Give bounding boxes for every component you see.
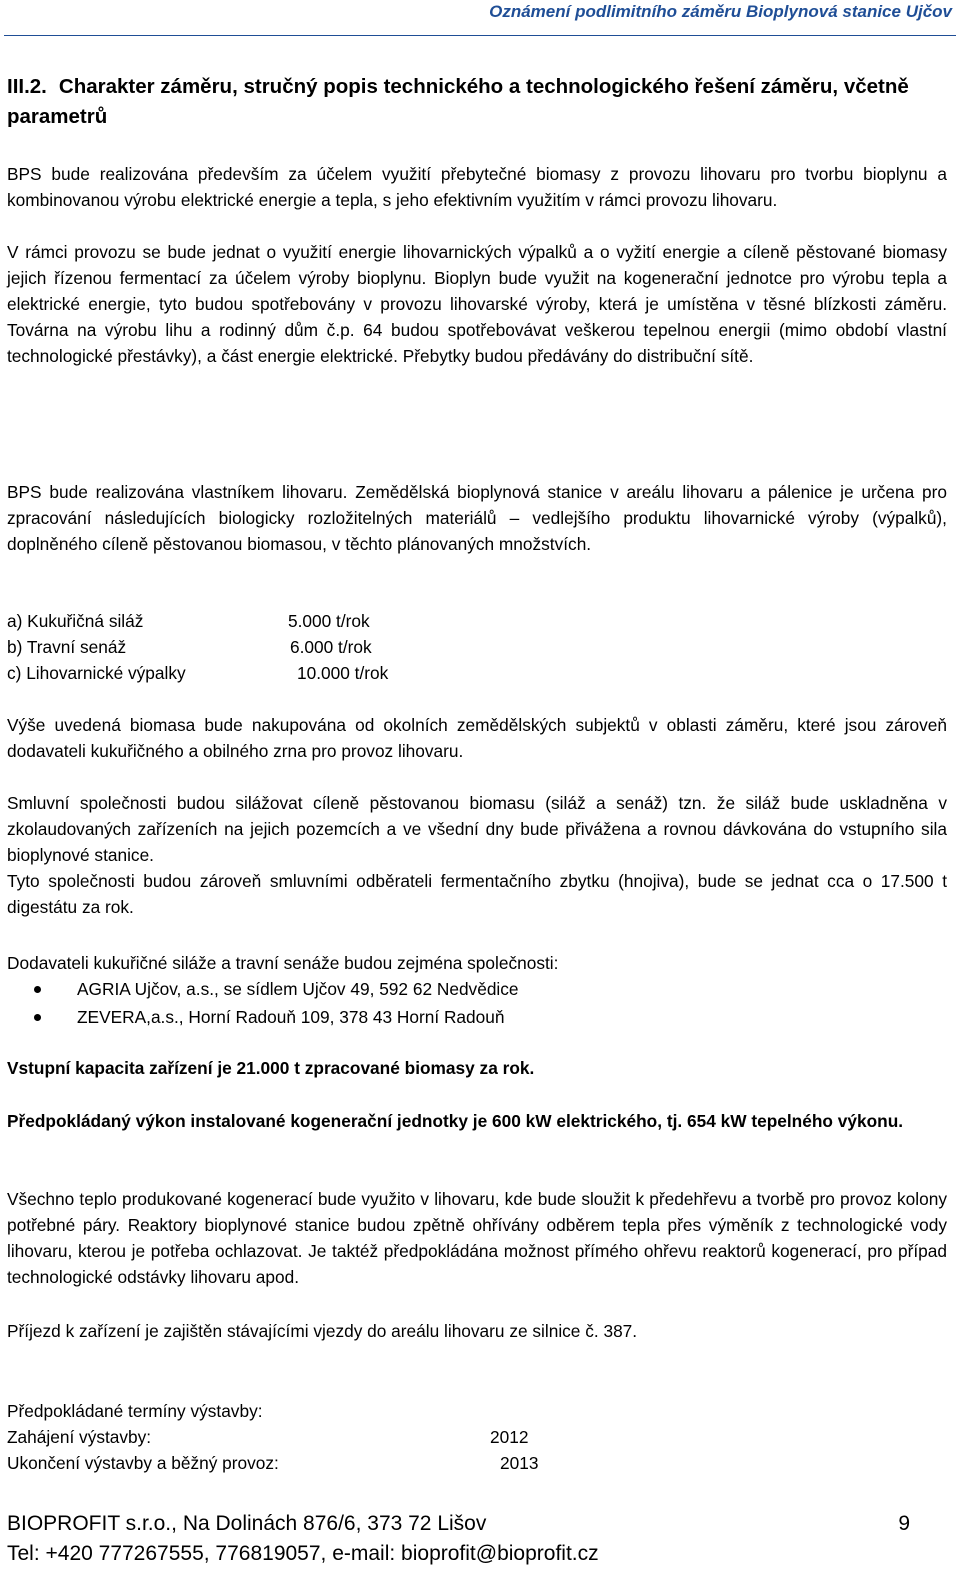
schedule-row xyxy=(7,1450,947,1476)
paragraph-power-output: Předpokládaný výkon instalované kogenerační jednotky je 600 kW elektrického, tj. 654 kW tepelného výkonu. xyxy=(7,1111,904,1131)
material-label: a) Kukuřičná siláž xyxy=(7,611,144,631)
schedule-row xyxy=(7,1424,947,1450)
paragraph-heat-use: Všechno teplo produkované kogenerací bude využito v lihovaru, kde bude sloužit k předehřevu a tvorbě pro provoz kolony potřebné páry. Reaktory bioplynové stanice budou zpětně ohřívány odběrem tepla přes výměník z technologické vody lihovaru, kterou je potřeba ochlazovat. Je taktéž předpokládána možnost přímého ohřevu reaktorů kogenerací, pro případ technologické odstávky lihovaru apod. xyxy=(7,1189,947,1287)
material-label: c) Lihovarnické výpalky xyxy=(7,663,186,683)
section-title: Charakter záměru, stručný popis technického a technologického řešení záměru, včetně parametrů xyxy=(7,75,909,128)
material-amount: 5.000 t/rok xyxy=(288,611,370,631)
paragraph-purpose: BPS bude realizována především za účelem využití přebytečné biomasy z provozu lihovaru pro tvorbu bioplynu a kombinovanou výrobu elektrické energie a tepla, s jeho efektivním využitím v rámci provozu lihovaru. xyxy=(7,164,947,210)
suppliers-list xyxy=(7,975,947,1031)
schedule-heading: Předpokládané termíny výstavby: xyxy=(7,1401,263,1421)
section-heading xyxy=(7,72,947,132)
materials-row xyxy=(7,660,947,686)
material-label: b) Travní senáž xyxy=(7,637,127,657)
materials-list xyxy=(7,608,947,686)
bullet-icon xyxy=(34,986,41,993)
paragraph-suppliers-intro: Dodavateli kukuřičné siláže a travní senáže budou zejména společnosti: xyxy=(7,953,559,973)
supplier-text: AGRIA Ujčov, a.s., se sídlem Ujčov 49, 592 62 Nedvědice xyxy=(77,979,519,999)
footer-company: BIOPROFIT s.r.o., Na Dolinách 876/6, 373 72 Lišov xyxy=(7,1512,487,1535)
schedule-label: Ukončení výstavby a běžný provoz: xyxy=(7,1453,279,1473)
paragraph-operation: V rámci provozu se bude jednat o využití energie lihovarnických výpalků a o vyžití energie a cíleně pěstované biomasy jejich řízenou fermentací za účelem výroby bioplynu. Bioplyn bude využit na kogenerační jednotce pro výrobu tepla a elektrické energie, tyto budou spotřebovány v provozu lihovarské výroby, která je umístěna v těsné blízkosti záměru. Továrna na výrobu lihu a rodinný dům č.p. 64 budou spotřebovávat veškerou tepelnou energii (mimo období vlastní technologické přestávky), a část energie elektrické. Přebytky budou předávány do distribuční sítě. xyxy=(7,242,947,366)
schedule-year: 2013 xyxy=(500,1453,539,1473)
list-item xyxy=(7,1003,947,1031)
section-number: III.2. xyxy=(7,75,47,98)
running-header: Oznámení podlimitního záměru Bioplynová stanice Ujčov xyxy=(489,2,952,21)
paragraph-biomass-source: Výše uvedená biomasa bude nakupována od okolních zemědělských subjektů v oblasti záměru, které jsou zároveň dodavateli kukuřičného a obilného zrna pro provoz lihovaru. xyxy=(7,715,947,761)
schedule-label: Zahájení výstavby: xyxy=(7,1427,152,1447)
supplier-text: ZEVERA,a.s., Horní Radouň 109, 378 43 Horní Radouň xyxy=(77,1007,505,1027)
paragraph-capacity: Vstupní kapacita zařízení je 21.000 t zpracované biomasy za rok. xyxy=(7,1058,535,1078)
paragraph-access: Příjezd k zařízení je zajištěn stávajícími vjezdy do areálu lihovaru ze silnice č. 387. xyxy=(7,1321,638,1341)
paragraph-digestate: Tyto společnosti budou zároveň smluvními odběrateli fermentačního zbytku (hnojiva), bude se jednat cca o 17.500 t digestátu za rok. xyxy=(7,871,947,917)
materials-row xyxy=(7,634,947,660)
bullet-icon xyxy=(34,1014,41,1021)
paragraph-owner: BPS bude realizována vlastníkem lihovaru. Zemědělská bioplynová stanice v areálu lihovaru a pálenice je určena pro zpracování následujících biologicky rozložitelných materiálů – vedlejšího produktu lihovarnické výroby (výpalků), doplněného cíleně pěstovanou biomasou, v těchto plánovaných množstvích. xyxy=(7,482,947,554)
materials-row xyxy=(7,608,947,634)
list-item xyxy=(7,975,947,1003)
schedule xyxy=(7,1398,947,1476)
page-number: 9 xyxy=(898,1512,910,1535)
schedule-year: 2012 xyxy=(490,1427,529,1447)
header-rule xyxy=(4,35,956,36)
footer-contact: Tel: +420 777267555, 776819057, e-mail: bioprofit@bioprofit.cz xyxy=(7,1542,599,1565)
material-amount: 6.000 t/rok xyxy=(290,637,372,657)
material-amount: 10.000 t/rok xyxy=(297,663,389,683)
paragraph-silage: Smluvní společnosti budou silážovat cíleně pěstovanou biomasu (siláž a senáž) tzn. že siláž bude uskladněna v zkolaudovaných zařízeních na jejich pozemcích a ve všední dny bude přivážena a rovnou dávkována do vstupního sila bioplynové stanice. xyxy=(7,793,947,865)
